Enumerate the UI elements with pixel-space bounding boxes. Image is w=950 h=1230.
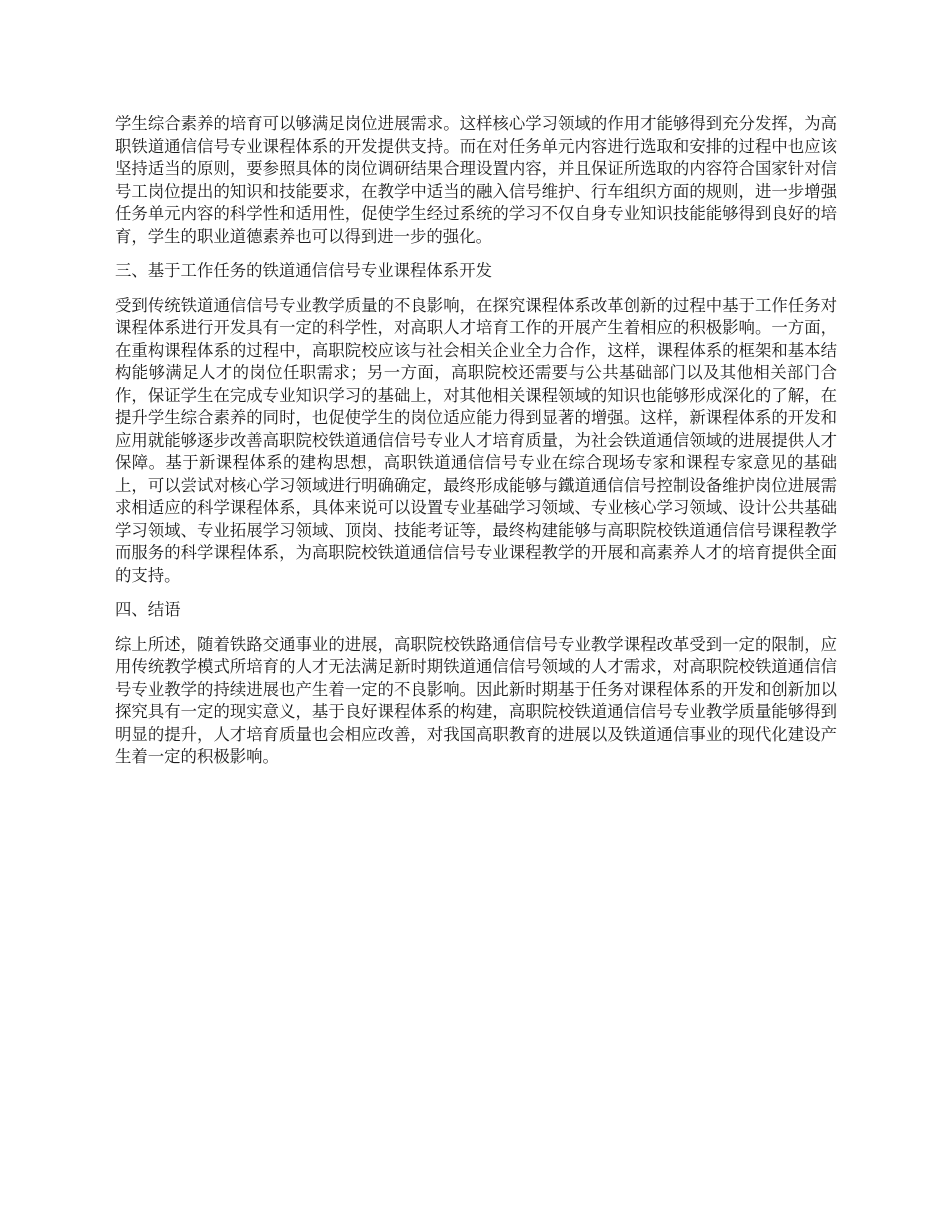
section-4-heading: 四、结语	[115, 600, 181, 619]
section-4-paragraph: 综上所述，随着铁路交通事业的进展，高职院校铁路通信信号专业教学课程改革受到一定的限制，应用传统教学模式所培育的人才无法满足新时期铁道通信信号领域的人才需求，对高职院校铁道通信信号专业教学的持续进展也产生着一定的不良影响。因此新时期基于任务对课程体系的开发和创新加以探究具有一定的现实意义，基于良好课程体系的构建，高职院校铁道通信信号专业教学质量能够得到明显的提升，人才培育质量也会相应改善，对我国高职教育的进展以及铁道通信事业的现代化建设产生着一定的积极影响。	[115, 634, 837, 766]
document-page	[115, 113, 837, 769]
section-3-heading: 三、基于工作任务的铁道通信信号专业课程体系开发	[115, 261, 492, 280]
section-3-paragraph: 受到传统铁道通信信号专业教学质量的不良影响，在探究课程体系改革创新的过程中基于工作任务对课程体系进行开发具有一定的科学性，对高职人才培育工作的开展产生着相应的积极影响。一方面，在重构课程体系的过程中，高职院校应该与社会相关企业全力合作，这样，课程体系的框架和基本结构能够满足人才的岗位任职需求；另一方面，高职院校还需要与公共基础部门以及其他相关部门合作，保证学生在完成专业知识学习的基础上，对其他相关课程领域的知识也能够形成深化的了解，在提升学生综合素养的同时，也促使学生的岗位适应能力得到显著的增强。这样，新课程体系的开发和应用就能够逐步改善高职院校铁道通信信号专业人才培育质量，为社会铁道通信领域的进展提供人才保障。基于新课程体系的建构思想，高职铁道通信信号专业在综合现场专家和课程专家意见的基础上，可以尝试对核心学习领域进行明确确定，最终形成能够与鐵道通信信号控制设备维护岗位进展需求相适应的科学课程体系，具体来说可以设置专业基础学习领域、专业核心学习领域、设计公共基础学习领域、专业拓展学习领域、顶岗、技能考证等，最终构建能够与高职院校铁道通信信号课程教学而服务的科学课程体系，为高职院校铁道通信信号专业课程教学的开展和高素养人才的培育提供全面的支持。	[115, 295, 837, 585]
intro-paragraph: 学生综合素养的培育可以够满足岗位进展需求。这样核心学习领域的作用才能够得到充分发挥，为高职铁道通信信号专业课程体系的开发提供支持。而在对任务单元内容进行选取和安排的过程中也应该坚持适当的原则，要参照具体的岗位调研结果合理设置内容，并且保证所选取的内容符合国家针对信号工岗位提出的知识和技能要求，在教学中适当的融入信号维护、行车组织方面的规则，进一步增强任务单元内容的科学性和适用性，促使学生经过系统的学习不仅自身专业知识技能能够得到良好的培育，学生的职业道德素养也可以得到进一步的强化。	[115, 114, 837, 246]
